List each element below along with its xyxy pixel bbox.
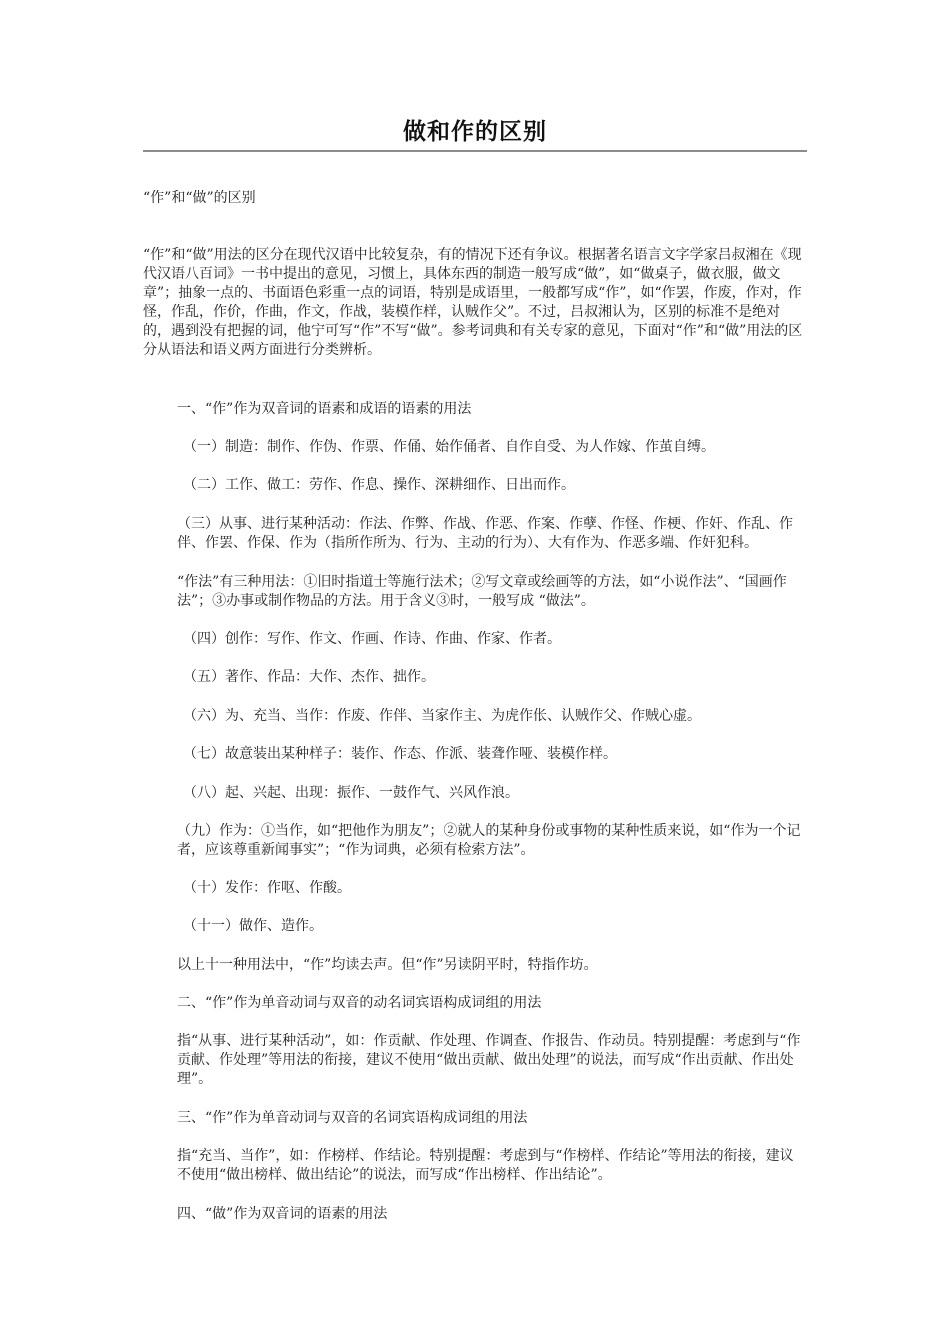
usage-item-8: （八）起、兴起、出现：振作、一鼓作气、兴风作浪。 <box>183 785 519 801</box>
intro-paragraph: “作”和“做”用法的区分在现代汉语中比较复杂，有的情况下还有争议。根据著名语言文字学家吕叔湘在《现代汉语八百词》一书中提出的意见，习惯上，具体东西的制造一般写成“做”，如“做桌子，做衣服，做文章”；抽象一点的、书面语色彩重一点的词语，特别是成语里，一般都写成“作”，如“作罢，作废，作对，作怪，作乱，作价，作曲，作文，作战，装模作样，认贼作父”。不过，吕叔湘认为，区别的标准不是绝对的，遇到没有把握的词，他宁可写“作”不写“做”。参考词典和有关专家的意见，下面对“作”和“做”用法的区分从语法和语义两方面进行分类辨析。 <box>143 247 803 358</box>
usage-item-4: （四）创作：写作、作文、作画、作诗、作曲、作家、作者。 <box>183 631 561 647</box>
usage-item-5: （五）著作、作品：大作、杰作、拙作。 <box>183 669 435 685</box>
section-2-paragraph: 指“从事、进行某种活动”，如：作贡献、作处理、作调查、作报告、作动员。特别提醒：考虑到与“作贡献、作处理”等用法的衔接，建议不使用“做出贡献、做出处理”的说法，而写成“作出贡献、作出处理”。 <box>177 1033 801 1087</box>
usage-item-7: （七）故意装出某种样子：装作、作态、作派、装聋作哑、装模作样。 <box>183 746 617 762</box>
title-divider <box>143 150 807 152</box>
subtitle: “作”和“做”的区别 <box>143 190 256 206</box>
usage-item-10: （十）发作：作呕、作酸。 <box>183 880 351 896</box>
page-title: 做和作的区别 <box>403 119 547 145</box>
section-heading-4: 四、“做”作为双音词的语素的用法 <box>177 1206 388 1222</box>
usage-item-9: （九）作为：①当作，如“把他作为朋友”；②就人的某种身份或事物的某种性质来说，如“作为一个记者，应该尊重新闻事实”；“作为词典，必须有检索方法”。 <box>177 823 801 858</box>
section-heading-2: 二、“作”作为单音动词与双音的动名词宾语构成词组的用法 <box>177 995 542 1011</box>
usage-item-11: （十一）做作、造作。 <box>183 918 323 934</box>
section-heading-3: 三、“作”作为单音动词与双音的名词宾语构成词组的用法 <box>177 1110 528 1126</box>
usage-item-3: （三）从事、进行某种活动：作法、作弊、作战、作恶、作案、作孽、作怪、作梗、作奸、作乱、作伴、作罢、作保、作为（指所作所为、行为、主动的行为）、大有作为、作恶多端、作奸犯科。 <box>177 516 793 551</box>
usage-item-1: （一）制造：制作、作伪、作票、作俑、始作俑者、自作自受、为人作嫁、作茧自缚。 <box>183 439 715 455</box>
section-heading-1: 一、“作”作为双音词的语素和成语的语素的用法 <box>177 401 472 417</box>
usage-item-2: （二）工作、做工：劳作、作息、操作、深耕细作、日出而作。 <box>183 477 575 493</box>
usage-note-3: “作法”有三种用法：①旧时指道士等施行法术；②写文章或绘画等的方法，如“小说作法”、“国画作法”；③办事或制作物品的方法。用于含义③时，一般写成 “做法”。 <box>177 574 787 609</box>
usage-item-6: （六）为、充当、当作：作废、作伴、当家作主、为虎作伥、认贼作父、作贼心虚。 <box>183 708 701 724</box>
usage-summary: 以上十一种用法中，“作”均读去声。但“作”另读阴平时，特指作坊。 <box>177 957 598 973</box>
section-3-paragraph: 指“充当、当作”，如：作榜样、作结论。特别提醒：考虑到与“作榜样、作结论”等用法的衔接，建议不使用“做出榜样、做出结论”的说法，而写成“作出榜样、作出结论”。 <box>177 1148 794 1183</box>
